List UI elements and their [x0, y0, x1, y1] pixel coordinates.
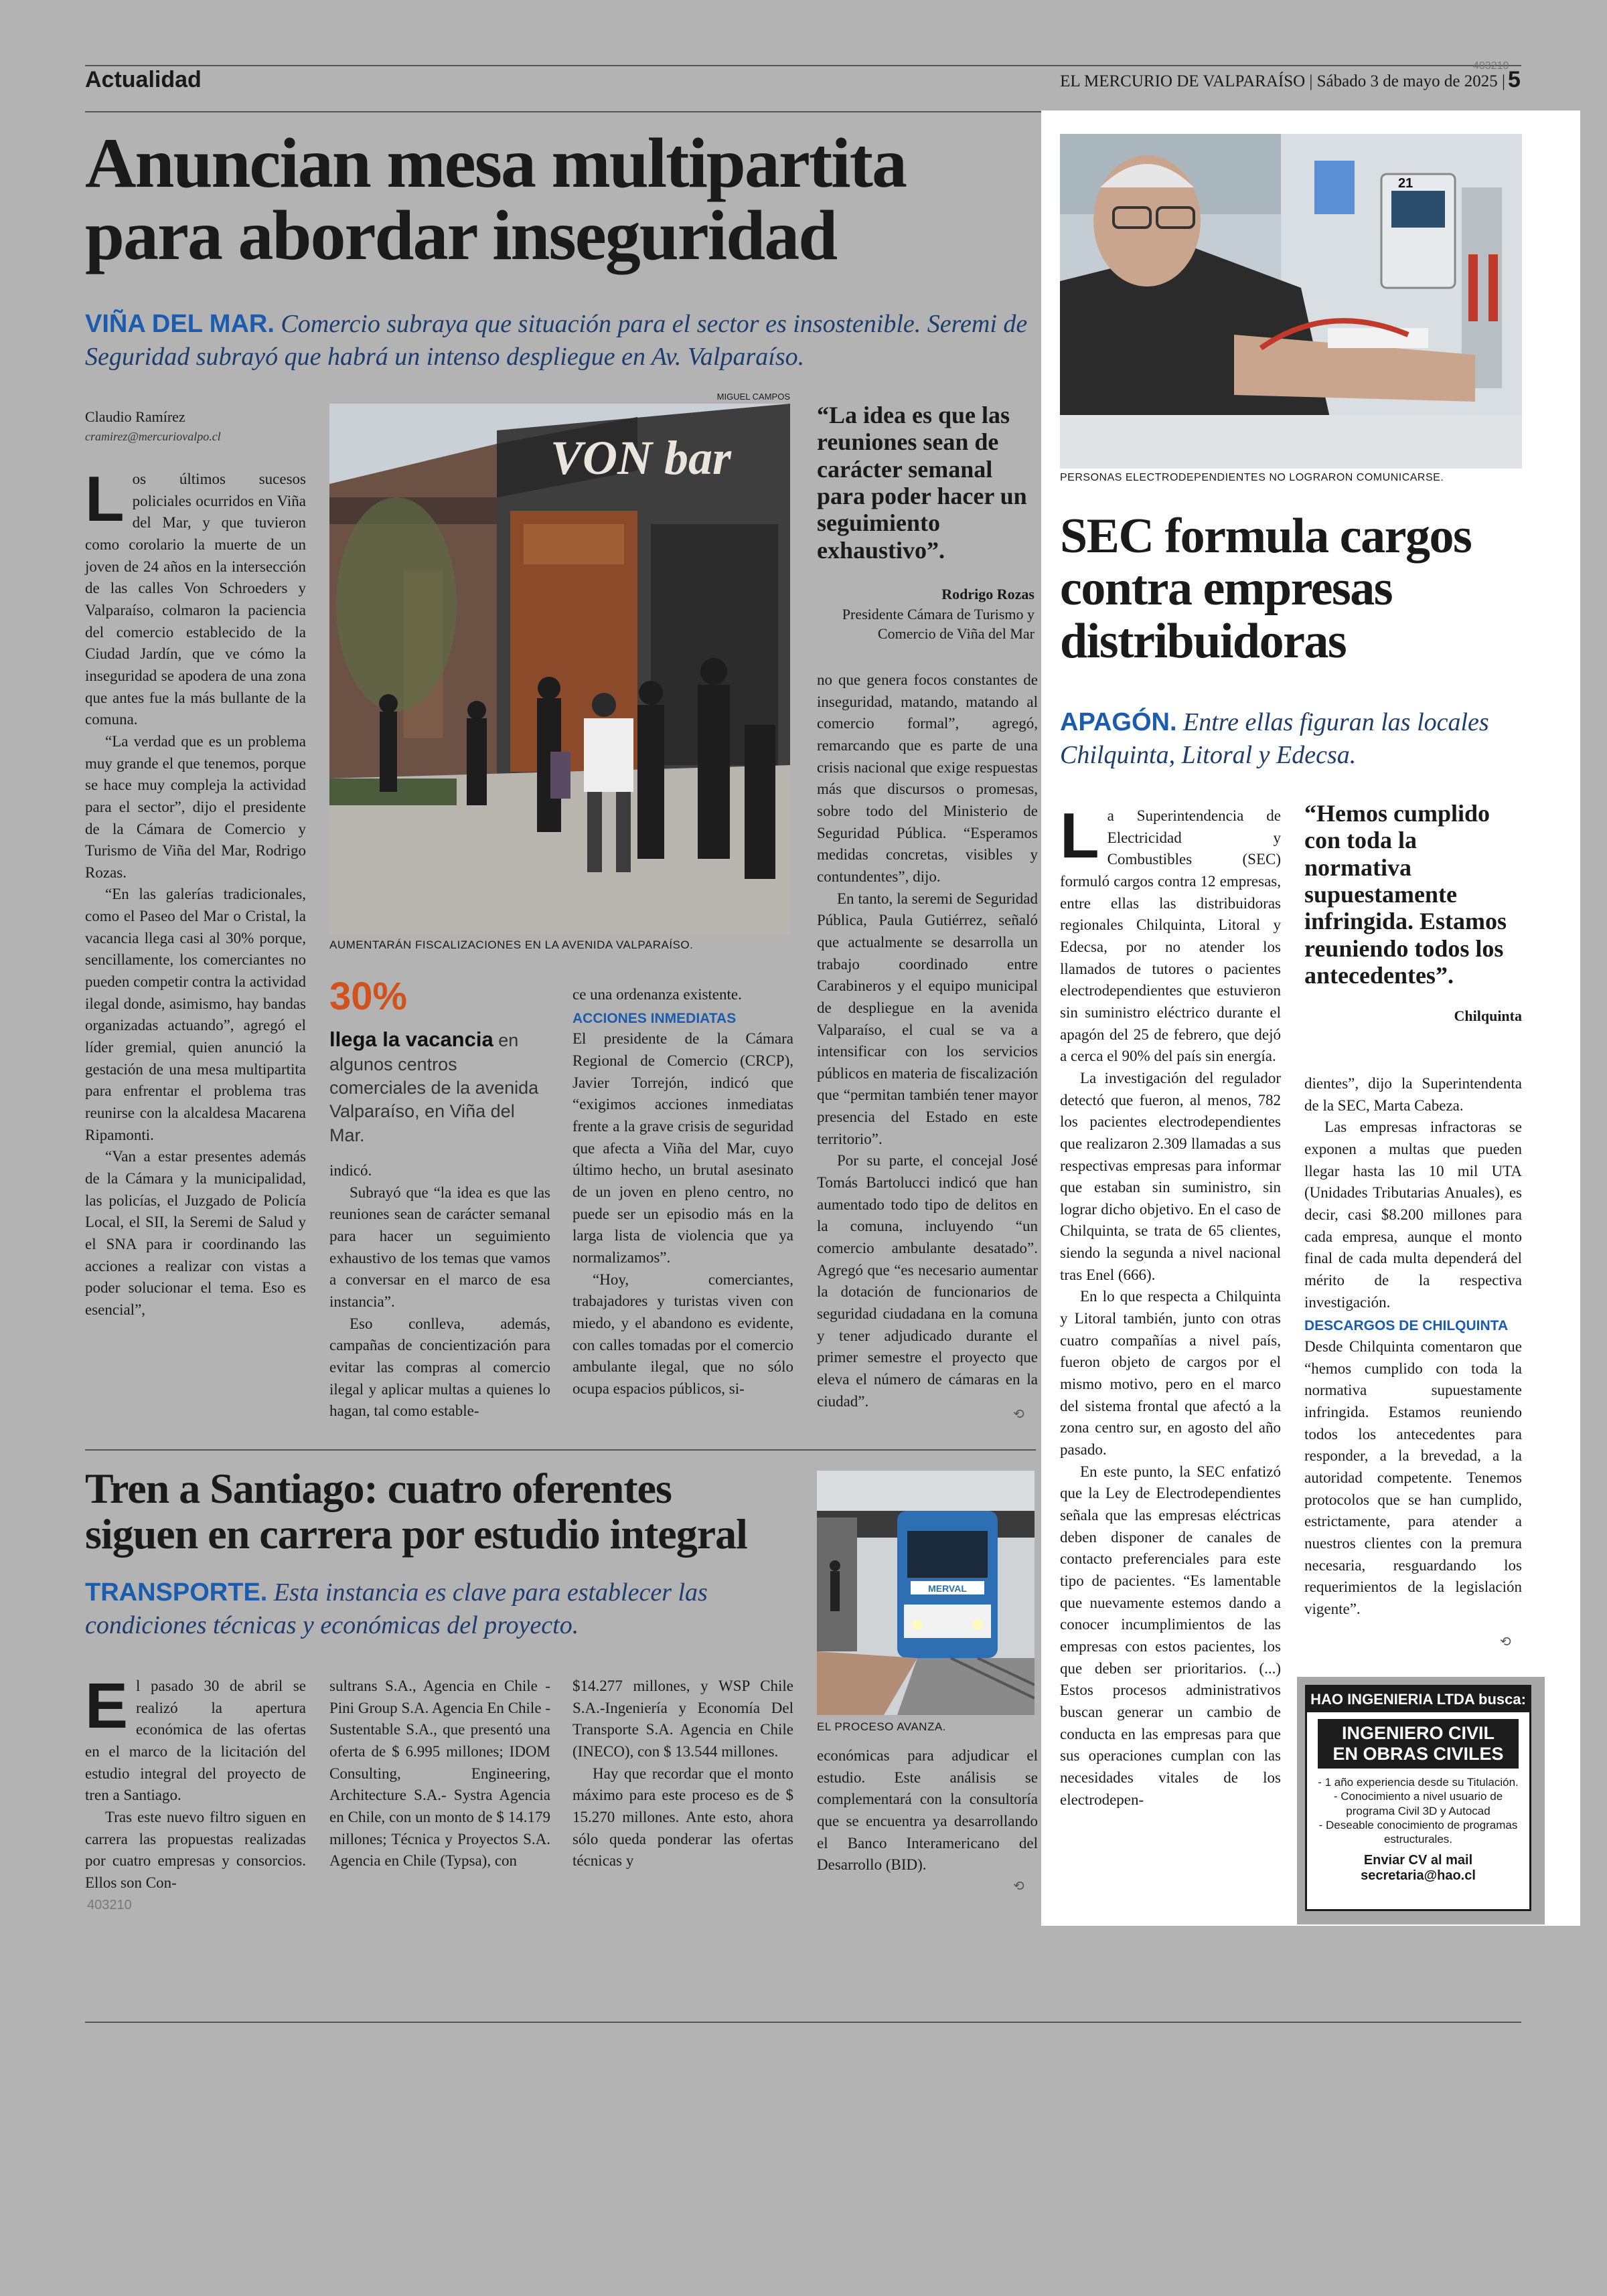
sec-pull-quote: “Hemos cumplido con toda la normativa supuestamente infringida. Estamos reuniendo todos los antecedentes”. — [1304, 800, 1507, 989]
main-quote-role: Presidente Cámara de Turismo y Comercio de Viña del Mar — [842, 605, 1035, 643]
main-col1-p1: os últimos sucesos policiales ocurridos en Viña del Mar, y que tuvieron como corolario la muerte de un joven de 24 años en la intersección de las calles Von Schroeders y Valparaíso, colmaron la paciencia del comercio establecido de la Ciudad Jardín, que ve cómo la inseguridad se apodera de una zona que antes fue la más bullante de la comuna. — [85, 471, 306, 728]
tren-col-2 — [329, 1675, 550, 1872]
sec-deck — [1060, 706, 1522, 771]
tren-photo — [817, 1471, 1035, 1715]
ad-req-3: - Deseable conocimiento de programas estructurales. — [1318, 1818, 1518, 1846]
sec-monitor-number: 21 — [1398, 176, 1413, 191]
tren-kicker: TRANSPORTE. — [85, 1578, 268, 1607]
sec-photo — [1060, 134, 1522, 469]
tren-dropcap: E — [85, 1670, 129, 1742]
classified-ad — [1297, 1677, 1545, 1924]
ad-position-box — [1318, 1719, 1519, 1769]
end-of-article-icon: ⟲ — [1013, 1406, 1024, 1422]
tren-col-1 — [85, 1670, 306, 1894]
sec-col-2 — [1304, 1073, 1522, 1621]
header-bottom-rule — [85, 111, 1041, 112]
sec-col1-p1: a Superintendencia de Electricidad y Combustibles (SEC) formuló cargos contra 12 empresas, entre ellas las distribuidoras regionales Chilquinta, Litoral y Edecsa, por no atender los llamados de tutores o pacientes electrodependientes que estuvieron sin suministro eléctrico durante el apagón del 25 de febrero, que dejó a cerca el 90% del país sin energía. — [1060, 807, 1281, 1065]
stat-box — [329, 1026, 550, 1147]
page-number: 5 — [1508, 67, 1521, 92]
sec-col-1 — [1060, 800, 1281, 1811]
sec-quote-author: Chilquinta — [1454, 1007, 1522, 1024]
sec-col2-p3: Desde Chilquinta comentaron que “hemos cumplido con toda la normativa supuestamente infringida. Estamos reuniendo todos los antecedentes para responder, a la brevedad, a la autoridad competente. Tenemos protocolos que se han cumplido, estrictamente, para atender a nuestros clientes con la premura necesaria, resguardando los requerimientos de la legislación vigente”. — [1304, 1338, 1522, 1617]
sec-kicker: APAGÓN. — [1060, 708, 1177, 736]
sec-col2-p1: dientes”, dijo la Superintendenta de la SEC, Marta Cabeza. — [1304, 1075, 1522, 1114]
main-deck-text: Comercio subraya que situación para el sector es insostenible. Seremi de Seguridad subrayó que habrá un intenso despliegue en Av. Valparaíso. — [85, 310, 1028, 371]
main-col3-p1: ce una ordenanza existente. — [572, 986, 742, 1003]
tren-col-3 — [572, 1675, 793, 1872]
main-col4-p3: Por su parte, el concejal José Tomás Bartolucci indicó que han aumentado todo tipo de delitos en la comuna, incluyendo “un comercio ambulante desatado”. Agregó que “es necesario aumentar la dotación de funcionarios de seguridad ciudadana en la comuna y tener adjudicado durante el primer semestre el proyecto que eleva el número de cámaras en la ciudad”. — [817, 1152, 1038, 1410]
tren-end-icon: ⟲ — [1013, 1878, 1024, 1894]
tren-deck-text: Esta instancia es clave para establecer las condiciones técnicas y económicas del proyecto. — [85, 1578, 708, 1639]
main-col1-p2: “La verdad que es un problema muy grande el que tenemos, porque se hace muy compleja la actividad para el sector”, dijo el presidente de la Cámara de Comercio y Turismo de Viña del Mar, Rodrigo Rozas. — [85, 732, 306, 881]
sec-headline-line-3: distribuidoras — [1060, 613, 1347, 669]
tren-headline — [85, 1466, 808, 1557]
sec-photo-caption: PERSONAS ELECTRODEPENDIENTES NO LOGRARON COMUNICARSE. — [1060, 472, 1444, 483]
page-code-top: 403210 — [1473, 60, 1509, 72]
main-headline — [85, 124, 1036, 275]
ad-req-2: - Conocimiento a nivel usuario de programa Civil 3D y Autocad — [1333, 1790, 1503, 1817]
ad-req-1: - 1 año experiencia desde su Titulación. — [1318, 1776, 1519, 1789]
tren-headline-line-2: siguen en carrera por estudio integral — [85, 1509, 747, 1558]
main-dropcap: L — [85, 463, 125, 535]
ad-position-1: INGENIERO CIVIL — [1341, 1723, 1495, 1743]
sec-headline-line-2: contra empresas — [1060, 561, 1393, 617]
byline-email: cramirez@mercuriovalpo.cl — [85, 430, 221, 443]
sec-col2-p2: Las empresas infractoras se exponen a multas que pueden llegar hasta las 10 mil UTA (Unidades Tributarias Anuales), es decir, casi $8.200 millones para cada empresa, aunque el monto final de cada multa dependerá del mérito de la respectiva investigación. — [1304, 1119, 1522, 1311]
main-quote-author: Rodrigo Rozas — [941, 586, 1035, 602]
main-pull-quote: “La idea es que las reuniones sean de carácter semanal para poder hacer un seguimiento exhaustivo”. — [817, 402, 1027, 564]
main-col4-p2: En tanto, la seremi de Seguridad Pública, Paula Gutiérrez, señaló que actualmente se desarrolla un trabajo coordinado entre Carabineros y el equipo municipal de despliegue en la avenida Valparaíso, el cual se va a intensificar con los servicios públicos en materia de fiscalización que “permitan también tener mayor presencia del Estado en este territorio”. — [817, 890, 1038, 1147]
tren-deck — [85, 1576, 795, 1641]
main-photo-sign: VON bar — [550, 431, 732, 485]
sec-col1-p3: En lo que respecta a Chilquinta y Litoral también, junto con otras cuatro compañías a nivel país, fueron objeto de cargos por el mismo motivo, pero en el marco del sistema frontal que afectó a la zona centro sur, en agosto del año pasado. — [1060, 1288, 1281, 1459]
main-photo-credit: MIGUEL CAMPOS — [716, 392, 790, 402]
ad-position-2: EN OBRAS CIVILES — [1332, 1744, 1504, 1765]
main-col-1 — [85, 463, 306, 1321]
main-col-3 — [572, 984, 793, 1400]
header-top-rule — [85, 65, 1521, 66]
tren-col1-p1: l pasado 30 de abril se realizó la apertura económica de las ofertas en el marco de la licitación del estudio integral del proyecto de tren a Santiago. — [85, 1677, 306, 1804]
tren-col3-p1: $14.277 millones, y WSP Chile S.A.-Ingeniería y Economía Del Transporte S.A. Agencia en Chile (INECO), con $ 13.544 millones. — [572, 1677, 793, 1760]
main-col3-p3: “Hoy, comerciantes, trabajadores y turistas viven con miedo, y el abandono es evidente, con calles tomadas por el comercio ambulante ilegal, que no sólo ocupa espacios públicos, si- — [572, 1270, 793, 1397]
main-photo-caption: AUMENTARÁN FISCALIZACIONES EN LA AVENIDA VALPARAÍSO. — [329, 938, 694, 951]
main-headline-line-2: para abordar inseguridad — [85, 196, 837, 275]
sec-col1-p4: En este punto, la SEC enfatizó que la Ley de Electrodependientes señala que las empresas eléctricas deben disponer de canales de contacto preferenciales para este tipo de pacientes. “Es lamentable que nuevamente estemos dando a conocer incumplimientos de las empresas con estos pacientes, los que deben ser prioritarios. (...) Estos procesos administrativos buscan generar un cambio de conducta en las empresas para que sus operaciones cumplan con las necesidades vitales de los electrodepen- — [1060, 1463, 1281, 1808]
sec-end-icon: ⟲ — [1500, 1633, 1511, 1649]
tren-headline-line-1: Tren a Santiago: cuatro oferentes — [85, 1465, 672, 1512]
main-quote-author-block — [804, 584, 1035, 644]
main-photo — [329, 404, 790, 935]
sec-col1-p2: La investigación del regulador detectó que fueron, al menos, 782 los pacientes electrodependientes que realizaron 2.309 llamadas a sus respectivas empresas para informar que estaban sin suministro, sin lograr dicho objetivo. En el caso de Chilquinta, se trata de 65 clientes, siendo la segunda a nivel nacional tras Enel (666). — [1060, 1069, 1281, 1283]
sec-headline — [1060, 510, 1522, 667]
main-col3-p2: El presidente de la Cámara Regional de Comercio (CRCP), Javier Torrejón, indicó que “exigimos acciones inmediatas frente a la grave crisis de seguridad que afecta a Viña del Mar, cuyo último hecho, un brutal asesinato de un joven en pleno centro, no puede ser un episodio más en la larga lista de violencia que ya normalizamos”. — [572, 1030, 793, 1266]
byline-name: Claudio Ramírez — [85, 408, 185, 425]
tren-col3-p2: Hay que recordar que el monto máximo para este proceso es de $ 15.270 millones. Ante esto, ahora sólo queda ponderar las ofertas técnicas y — [572, 1765, 793, 1870]
page-code-bottom: 403210 — [87, 1898, 132, 1912]
main-col1-p3: “En las galerías tradicionales, como el Paseo del Mar o Cristal, la vacancia llega casi al 30% porque, sencillamente, los comerciantes no pueden competir contra la actividad ilegal donde, asimismo, hay bandas organizadas actuando”, agregó el líder gremial, quien anunció la gestación de una mesa multipartita para enfrentar el problema tras reunirse con la alcaldesa Macarena Ripamonti. — [85, 886, 306, 1143]
tren-train-sign: MERVAL — [928, 1583, 967, 1594]
main-deck — [85, 308, 1043, 373]
main-kicker: VIÑA DEL MAR. — [85, 310, 275, 338]
ad-contact: Enviar CV al mail secretaria@hao.cl — [1361, 1853, 1476, 1884]
sec-photo-illustration — [1060, 134, 1522, 469]
sec-col2-subhead: DESCARGOS DE CHILQUINTA — [1304, 1318, 1509, 1334]
stat-text: en algunos centros comerciales de la avenida Valparaíso, en Viña del Mar. — [329, 1030, 539, 1145]
main-col2-p3: Eso conlleva, además, campañas de concientización para evitar las compras al comercio ilegal y aplicar multas a quienes lo hagan, tal como estable- — [329, 1315, 550, 1420]
stat-lead: llega la vacancia — [329, 1028, 493, 1051]
ad-title: HAO INGENIERIA LTDA busca: — [1307, 1687, 1529, 1712]
main-col2-p2: Subrayó que “la idea es que las reuniones sean de carácter semanal para hacer un seguimiento exhaustivo de los temas que vamos a conversar en el marco de esa instancia”. — [329, 1183, 550, 1310]
main-headline-line-1: Anuncian mesa multipartita — [85, 124, 906, 202]
main-col4-p1: no que genera focos constantes de inseguridad, matando, matando al comercio formal”, agregó, remarcando que es parte de una crisis nacional que exige respuestas más que discursos o promesas, sobre todo del Ministerio de Seguridad Pública. “Esperamos medidas concretas, visibles y contundentes”, dijo. — [817, 671, 1038, 885]
sec-dropcap: L — [1060, 800, 1099, 872]
tren-col2-p1: sultrans S.A., Agencia en Chile -Pini Group S.A. Agencia En Chile - Sustentable S.A., que presentó una oferta de $ 6.995 millones; IDOM Consulting, Engineering, Architecture S.A.- Systra Agencia en Chile, con un monto de $ 14.179 millones; Técnica y Proyectos S.A. Agencia en Chile (Typsa), con — [329, 1677, 550, 1870]
main-col-2 — [329, 1160, 550, 1422]
sec-deck-text: Entre ellas figuran las locales Chilquinta, Litoral y Edecsa. — [1060, 708, 1489, 769]
section-label: Actualidad — [85, 67, 202, 92]
main-col2-p1: indicó. — [329, 1162, 372, 1179]
page-bottom-rule — [85, 2022, 1521, 2023]
articles-divider — [85, 1449, 1036, 1451]
tren-col-4 — [817, 1745, 1038, 1876]
stat-number: 30% — [329, 975, 408, 1018]
ad-requirements — [1307, 1775, 1529, 1846]
main-col3-subhead: ACCIONES INMEDIATAS — [572, 1010, 737, 1026]
main-col-4 — [817, 669, 1038, 1412]
tren-photo-caption: EL PROCESO AVANZA. — [817, 1720, 946, 1733]
main-photo-illustration — [329, 404, 790, 935]
tren-col1-p2: Tras este nuevo filtro siguen en carrera las propuestas realizadas por cuatro empresas y consorcios. Ellos son Con- — [85, 1808, 306, 1891]
main-col1-p4: “Van a estar presentes además de la Cámara y la municipalidad, las policías, el Juzgado de Policía Local, el SII, la Seremi de Salud y el SNA para ir coordinando las acciones a realizar con vistas a poder solucionar el tema. Eso es esencial”, — [85, 1148, 306, 1318]
sec-headline-line-1: SEC formula cargos — [1060, 509, 1472, 564]
masthead: EL MERCURIO DE VALPARAÍSO | Sábado 3 de mayo de 2025 | — [1060, 72, 1505, 90]
classified-ad-inner — [1305, 1685, 1531, 1911]
tren-photo-illustration — [817, 1471, 1035, 1715]
tren-col4-p1: económicas para adjudicar el estudio. Este análisis se complementará con la consultoría que se encuentra ya desarrollando el Banco Interamericano del Desarrollo (BID). — [817, 1747, 1038, 1874]
